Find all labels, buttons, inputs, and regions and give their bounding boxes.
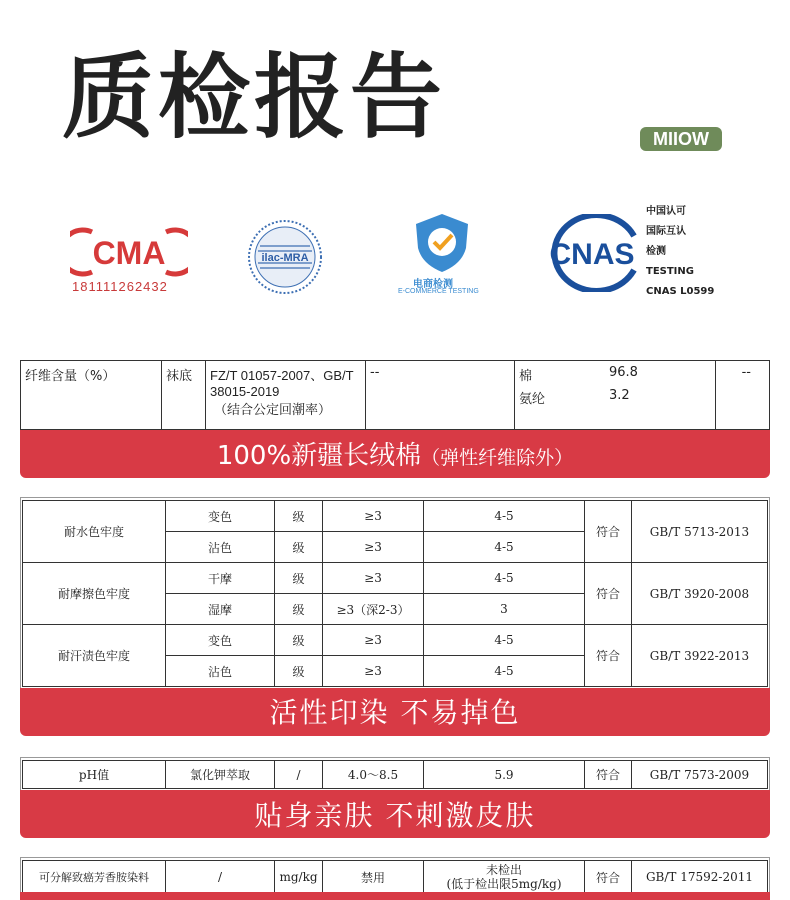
standard-line: 38015-2019 — [210, 384, 280, 399]
ph-item: pH值 — [23, 761, 166, 789]
amine-standard: GB/T 17592-2011 — [632, 861, 768, 894]
ecommerce-testing-cn: 电商检测 — [413, 279, 453, 290]
fastness-unit: 级 — [275, 625, 323, 656]
fastness-subitem: 变色 — [166, 501, 275, 532]
cma-number: 181111262432 — [72, 279, 168, 294]
fastness-requirement: ≥3 — [323, 563, 424, 594]
ilac-logo-text: ilac-MRA — [261, 252, 309, 264]
fastness-requirement: ≥3 — [323, 501, 424, 532]
fastness-unit: 级 — [275, 563, 323, 594]
fiber-result-cell: -- — [716, 361, 770, 430]
amine-requirement: 禁用 — [323, 861, 424, 894]
fastness-requirement: ≥3 — [323, 625, 424, 656]
ecommerce-testing-en: E-COMMERCE TESTING — [398, 288, 479, 295]
brand-badge: MIIOW — [640, 127, 722, 151]
fiber-requirement-cell: -- — [366, 361, 515, 430]
component-name: 棉 — [519, 369, 533, 384]
component-value: 96.8 — [609, 365, 638, 380]
cnas-line: 检测 — [646, 246, 666, 257]
fastness-group-name: 耐摩擦色牢度 — [23, 563, 166, 625]
ph-unit: / — [275, 761, 323, 789]
fastness-subitem: 湿摩 — [166, 594, 275, 625]
cnas-line: 国际互认 — [646, 226, 686, 237]
fiber-components-cell — [515, 361, 716, 430]
fastness-standard: GB/T 5713-2013 — [632, 501, 768, 563]
table-row — [23, 625, 768, 656]
fastness-standard: GB/T 3920-2008 — [632, 563, 768, 625]
fastness-subitem: 沾色 — [166, 532, 275, 563]
banner-cotton — [20, 430, 770, 478]
ph-verdict: 符合 — [585, 761, 632, 789]
table-row — [23, 563, 768, 594]
cnas-line: TESTING — [646, 266, 694, 277]
fastness-verdict: 符合 — [585, 563, 632, 625]
amine-result — [424, 861, 585, 894]
standard-line: （结合公定回潮率） — [214, 403, 332, 418]
banner-bottom-strip — [20, 892, 770, 900]
cnas-line: 中国认可 — [646, 206, 686, 217]
fastness-subitem: 干摩 — [166, 563, 275, 594]
component-name: 氨纶 — [519, 392, 546, 407]
cnas-logo-text: CNAS — [549, 238, 635, 271]
fastness-unit: 级 — [275, 594, 323, 625]
fastness-subitem: 沾色 — [166, 656, 275, 687]
fastness-group-name: 耐汗渍色牢度 — [23, 625, 166, 687]
table-row — [23, 761, 768, 789]
cma-logo — [70, 226, 188, 278]
cnas-accreditation-text — [646, 202, 714, 302]
amine-result-line: (低于检出限5mg/kg) — [446, 877, 562, 891]
component-row — [519, 365, 711, 384]
amine-verdict: 符合 — [585, 861, 632, 894]
amine-result-line: 未检出 — [485, 863, 522, 877]
ecommerce-testing-shield-icon — [412, 212, 472, 274]
table-row — [23, 861, 768, 894]
component-value: 3.2 — [609, 388, 630, 403]
banner-skin: 贴身亲肤 不刺激皮肤 — [20, 790, 770, 838]
component-row — [519, 388, 711, 407]
ph-method: 氯化钾萃取 — [166, 761, 275, 789]
cma-logo-text: CMA — [92, 235, 166, 271]
ph-result: 5.9 — [424, 761, 585, 789]
fastness-unit: 级 — [275, 501, 323, 532]
fiber-item-cell: 纤维含量（%） — [21, 361, 162, 430]
fastness-verdict: 符合 — [585, 625, 632, 687]
ph-requirement: 4.0～8.5 — [323, 761, 424, 789]
page-title: 质检报告 — [62, 44, 447, 151]
fiber-content-table — [20, 360, 770, 430]
amine-method: / — [166, 861, 275, 894]
ph-standard: GB/T 7573-2009 — [632, 761, 768, 789]
fastness-requirement: ≥3（深2-3） — [323, 594, 424, 625]
fastness-result: 3 — [424, 594, 585, 625]
fastness-unit: 级 — [275, 532, 323, 563]
amine-unit: mg/kg — [275, 861, 323, 894]
fastness-unit: 级 — [275, 656, 323, 687]
fastness-requirement: ≥3 — [323, 532, 424, 563]
amine-item: 可分解致癌芳香胺染料 — [23, 861, 166, 894]
fastness-standard: GB/T 3922-2013 — [632, 625, 768, 687]
table-row — [21, 361, 770, 430]
table-row — [23, 501, 768, 532]
banner-sub-text: （弹性纤维除外） — [421, 447, 574, 469]
banner-dyeing: 活性印染 不易掉色 — [20, 688, 770, 736]
fastness-result: 4-5 — [424, 563, 585, 594]
cnas-line: CNAS L0599 — [646, 286, 715, 297]
fastness-group-name: 耐水色牢度 — [23, 501, 166, 563]
banner-main-text: 100%新疆长绒棉 — [216, 441, 422, 471]
cnas-logo — [546, 214, 640, 292]
fastness-verdict: 符合 — [585, 501, 632, 563]
fastness-result: 4-5 — [424, 501, 585, 532]
fastness-subitem: 变色 — [166, 625, 275, 656]
fastness-result: 4-5 — [424, 625, 585, 656]
fiber-part-cell: 袜底 — [162, 361, 206, 430]
color-fastness-table — [22, 500, 768, 687]
fastness-result: 4-5 — [424, 656, 585, 687]
aromatic-amine-table — [22, 860, 768, 894]
fastness-result: 4-5 — [424, 532, 585, 563]
fiber-standard-cell — [206, 361, 366, 430]
fastness-requirement: ≥3 — [323, 656, 424, 687]
standard-line: FZ/T 01057-2007、GB/T — [210, 368, 354, 383]
ph-table — [22, 760, 768, 789]
ilac-mra-logo — [246, 218, 324, 296]
